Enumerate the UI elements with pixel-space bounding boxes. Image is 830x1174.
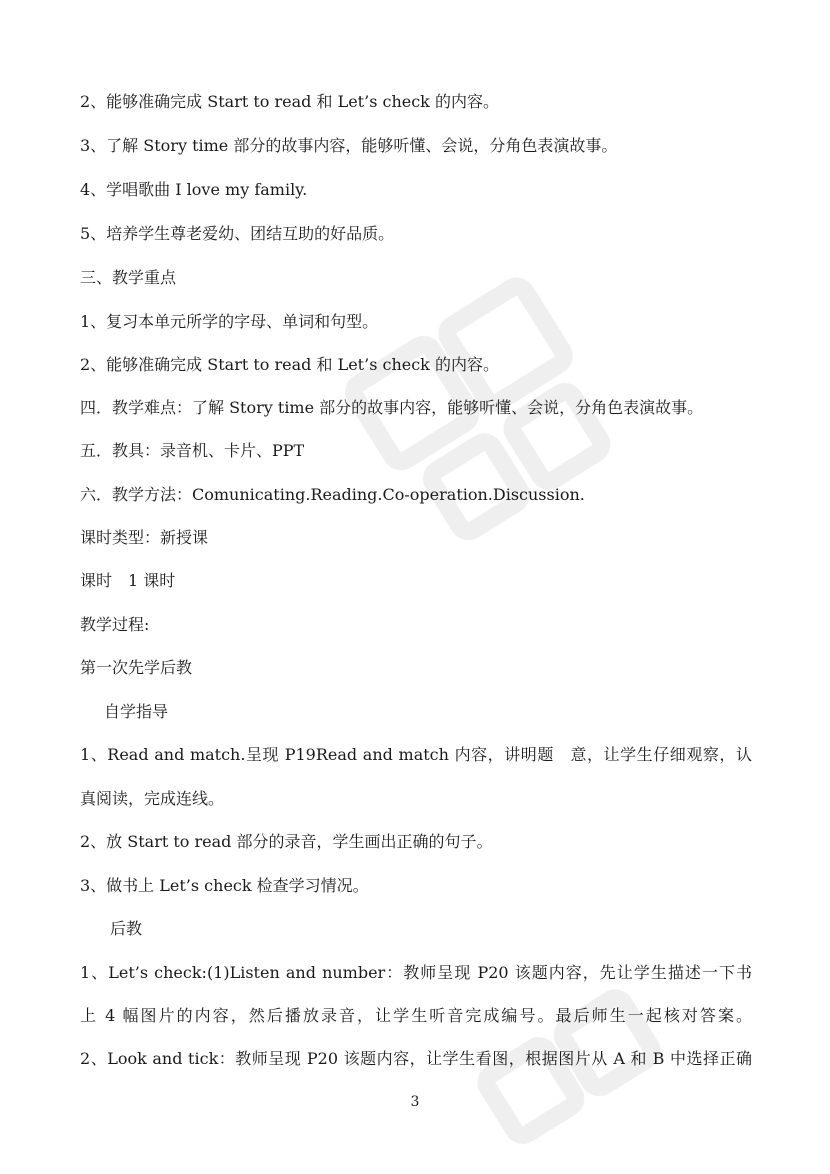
text-line: 4、学唱歌曲 I love my family. bbox=[80, 180, 308, 199]
text-line: 2、能够准确完成 Start to read 和 Let’s check 的内容。 bbox=[80, 355, 499, 374]
text-line: 3、了解 Story time 部分的故事内容，能够听懂、会说，分角色表演故事。 bbox=[80, 136, 618, 155]
subsection-heading: 自学指导 bbox=[104, 702, 169, 721]
section-heading: 六．教学方法：Comunicating.Reading.Co-operation.Discussion. bbox=[80, 485, 585, 504]
subsection-heading: 后教 bbox=[110, 919, 143, 938]
text-line: 3、做书上 Let’s check 检查学习情况。 bbox=[80, 876, 369, 895]
text-line: 2、放 Start to read 部分的录音，学生画出正确的句子。 bbox=[80, 832, 493, 851]
text-line: 2、能够准确完成 Start to read 和 Let’s check 的内容。 bbox=[80, 92, 499, 111]
text-line: 课时 1 课时 bbox=[80, 571, 176, 590]
page-number: 3 bbox=[410, 1094, 420, 1110]
section-heading: 五．教具：录音机、卡片、PPT bbox=[80, 441, 305, 460]
text-line: 真阅读，完成连线。 bbox=[80, 789, 225, 808]
text-line: 1、Let’s check:(1)Listen and number：教师呈现 P20 该题内容，先让学生描述一下书 bbox=[80, 963, 752, 982]
text-line: 2、Look and tick：教师呈现 P20 该题内容，让学生看图，根据图片从 A 和 B 中选择正确 bbox=[80, 1049, 752, 1068]
section-heading: 三、教学重点 bbox=[80, 268, 177, 287]
text-line: 上 4 幅图片的内容，然后播放录音，让学生听音完成编号。最后师生一起核对答案。 bbox=[80, 1006, 752, 1025]
text-line: 教学过程: bbox=[80, 615, 150, 634]
text-line: 1、复习本单元所学的字母、单词和句型。 bbox=[80, 312, 379, 331]
text-line: 1、Read and match.呈现 P19Read and match 内容，讲明题 意，让学生仔细观察，认 bbox=[80, 745, 752, 764]
text-line: 课时类型：新授课 bbox=[80, 528, 209, 547]
text-line: 5、培养学生尊老爱幼、团结互助的好品质。 bbox=[80, 224, 395, 243]
subsection-heading: 第一次先学后教 bbox=[80, 658, 193, 677]
section-heading: 四．教学难点：了解 Story time 部分的故事内容，能够听懂、会说，分角色表演故事。 bbox=[80, 398, 704, 417]
